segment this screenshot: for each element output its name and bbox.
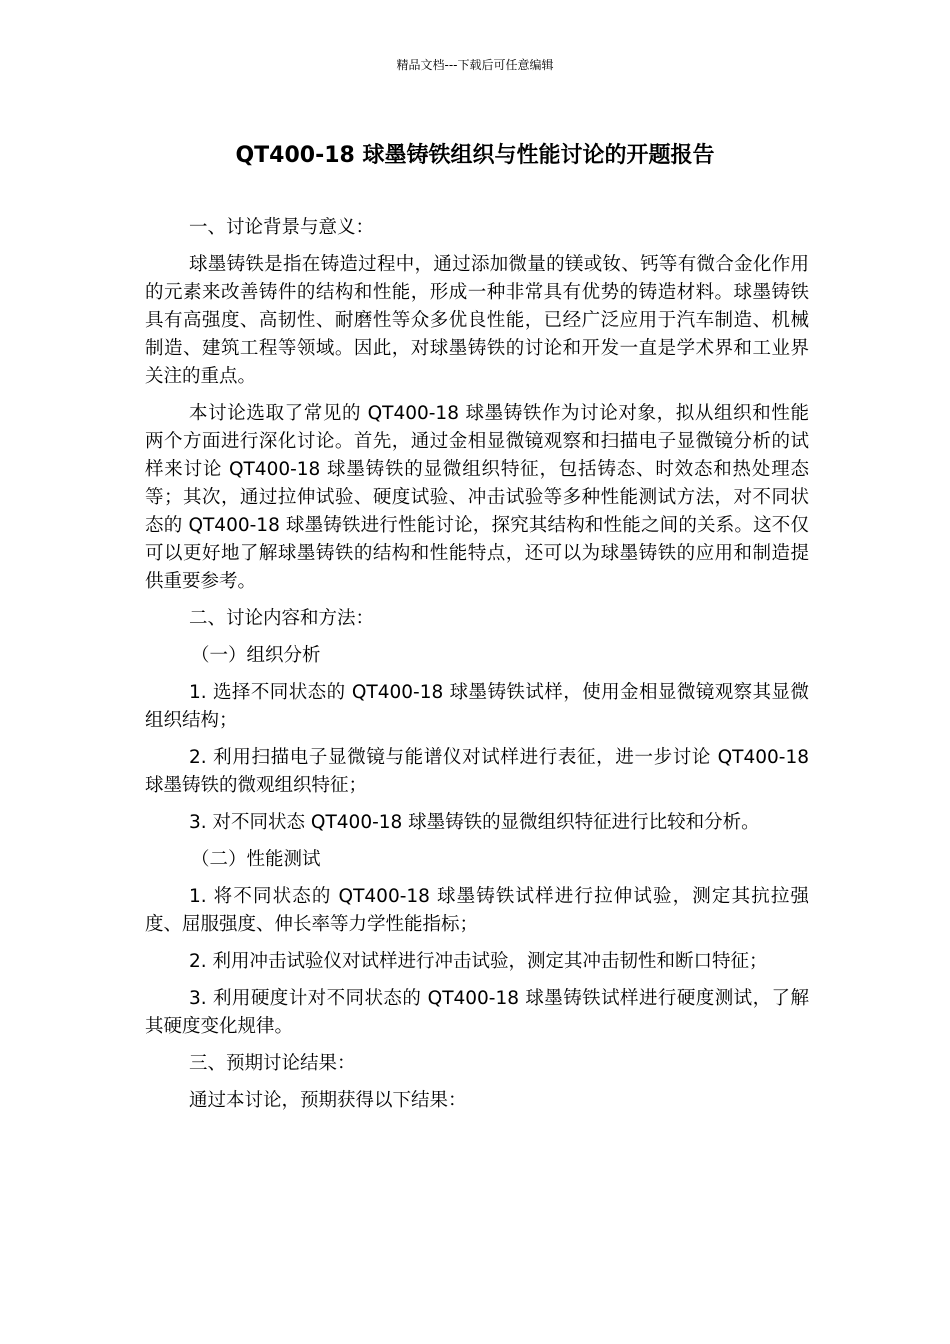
- performance-testing-item-2: 2. 利用冲击试验仪对试样进行冲击试验，测定其冲击韧性和断口特征；: [189, 951, 768, 972]
- section-2-heading: 二、讨论内容和方法：: [189, 608, 375, 629]
- section-3-intro: 通过本讨论，预期获得以下结果：: [189, 1090, 467, 1111]
- structure-analysis-item-2: 2. 利用扫描电子显微镜与能谱仪对试样进行表征，进一步讨论 QT400-18 球墨铸铁的微观组织特征；: [145, 747, 809, 796]
- subsection-structure-analysis-heading: （一）组织分析: [191, 645, 321, 666]
- performance-testing-item-1: 1. 将不同状态的 QT400-18 球墨铸铁试样进行拉伸试验，测定其抗拉强度、屈服强度、伸长率等力学性能指标；: [145, 886, 809, 935]
- section-1-paragraph-2: 本讨论选取了常见的 QT400-18 球墨铸铁作为讨论对象，拟从组织和性能两个方面进行深化讨论。首先，通过金相显微镜观察和扫描电子显微镜分析的试样来讨论 QT400-18 球墨铸铁的显微组织特征，包括铸态、时效态和热处理态等；其次，通过拉伸试验、硬度试验、冲击试验等多种性能测试方法，对不同状态的 QT400-18 球墨铸铁进行性能讨论，探究其结构和性能之间的关系。这不仅可以更好地了解球墨铸铁的结构和性能特点，还可以为球墨铸铁的应用和制造提供重要参考。: [145, 403, 809, 592]
- document-body: [145, 214, 809, 1124]
- section-1-paragraph-1: 球墨铸铁是指在铸造过程中，通过添加微量的镁或钕、钙等有微合金化作用的元素来改善铸件的结构和性能，形成一种非常具有优势的铸造材料。球墨铸铁具有高强度、高韧性、耐磨性等众多优良性能，已经广泛应用于汽车制造、机械制造、建筑工程等领域。因此，对球墨铸铁的讨论和开发一直是学术界和工业界关注的重点。: [145, 254, 809, 387]
- performance-testing-item-3: 3. 利用硬度计对不同状态的 QT400-18 球墨铸铁试样进行硬度测试，了解其硬度变化规律。: [145, 988, 809, 1037]
- document-title: QT400-18 球墨铸铁组织与性能讨论的开题报告: [235, 143, 715, 168]
- structure-analysis-item-3: 3. 对不同状态 QT400-18 球墨铸铁的显微组织特征进行比较和分析。: [189, 812, 760, 833]
- subsection-performance-testing-heading: （二）性能测试: [191, 849, 321, 870]
- section-3-heading: 三、预期讨论结果：: [189, 1053, 356, 1074]
- structure-analysis-item-1: 1. 选择不同状态的 QT400-18 球墨铸铁试样，使用金相显微镜观察其显微组织结构；: [145, 682, 809, 731]
- section-1-heading: 一、讨论背景与意义：: [189, 217, 375, 238]
- page-header-note: 精品文档---下载后可任意编辑: [396, 58, 554, 72]
